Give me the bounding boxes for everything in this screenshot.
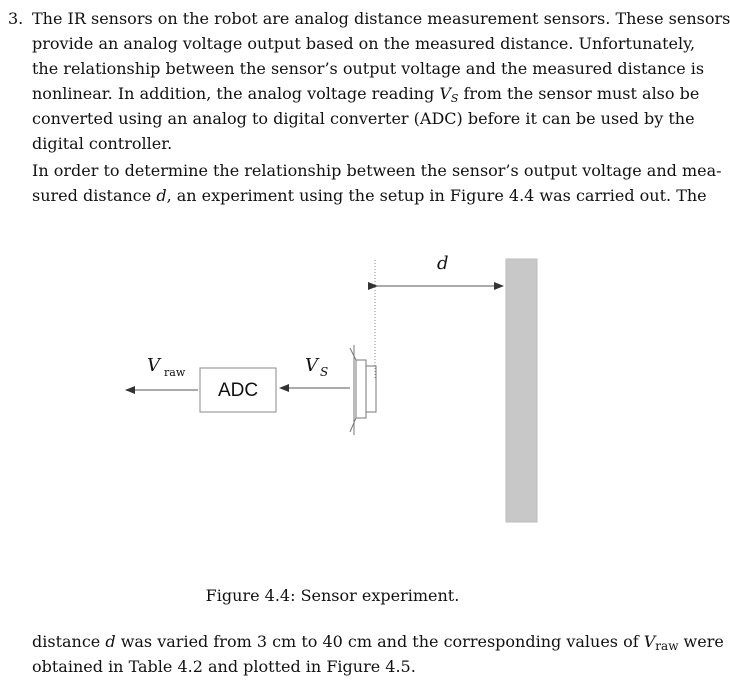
adc-label: ADC [217, 380, 259, 401]
subscript-s: S [450, 92, 459, 105]
text-line-with-d [32, 183, 707, 208]
vs-label: V $_S$ [305, 355, 329, 379]
text-line-with-vraw [32, 629, 724, 654]
paragraph-results [32, 629, 724, 679]
figure-caption: Figure 4.4: Sensor experiment. [205, 586, 460, 605]
text-segment: distance [32, 632, 106, 651]
variable-v: V [439, 84, 451, 103]
text-segment: from the sensor must also be [458, 84, 700, 103]
item-number: 3. [8, 9, 24, 28]
text-segment: sured distance [32, 186, 157, 205]
variable-d: d [105, 632, 116, 651]
text-line: the relationship between the sensor’s output voltage and the measured distance is [32, 59, 705, 78]
paragraph-experiment [32, 158, 722, 208]
text-line-with-vs [32, 81, 700, 106]
text-line: digital controller. [32, 134, 173, 153]
text-line: provide an analog voltage output based on the measured distance. Unfortunately, [32, 34, 696, 53]
text-line: converted using an analog to digital converter (ADC) before it can be used by the [32, 109, 695, 128]
vraw-label: V $_{raw}$ [147, 355, 186, 379]
text-segment: were [678, 632, 724, 651]
ir-sensor [350, 345, 376, 435]
variable-d: d [156, 186, 167, 205]
distance-label: d [437, 253, 449, 274]
subscript-raw: raw [655, 639, 679, 653]
text-line: In order to determine the relationship between the sensor’s output voltage and mea- [32, 161, 722, 180]
text-line: The IR sensors on the robot are analog distance measurement sensors. These sensors [32, 9, 730, 28]
wall [506, 259, 537, 522]
text-segment: nonlinear. In addition, the analog voltage reading [32, 84, 440, 103]
text-segment: was varied from 3 cm to 40 cm and the corresponding values of [115, 632, 644, 651]
variable-v: V [643, 632, 656, 651]
text-segment: , an experiment using the setup in Figure 4.4 was carried out. The [166, 186, 707, 205]
sensor-experiment-figure [0, 240, 700, 540]
text-line: obtained in Table 4.2 and plotted in Figure 4.5. [32, 657, 416, 676]
paragraph-ir-sensors [32, 6, 730, 156]
